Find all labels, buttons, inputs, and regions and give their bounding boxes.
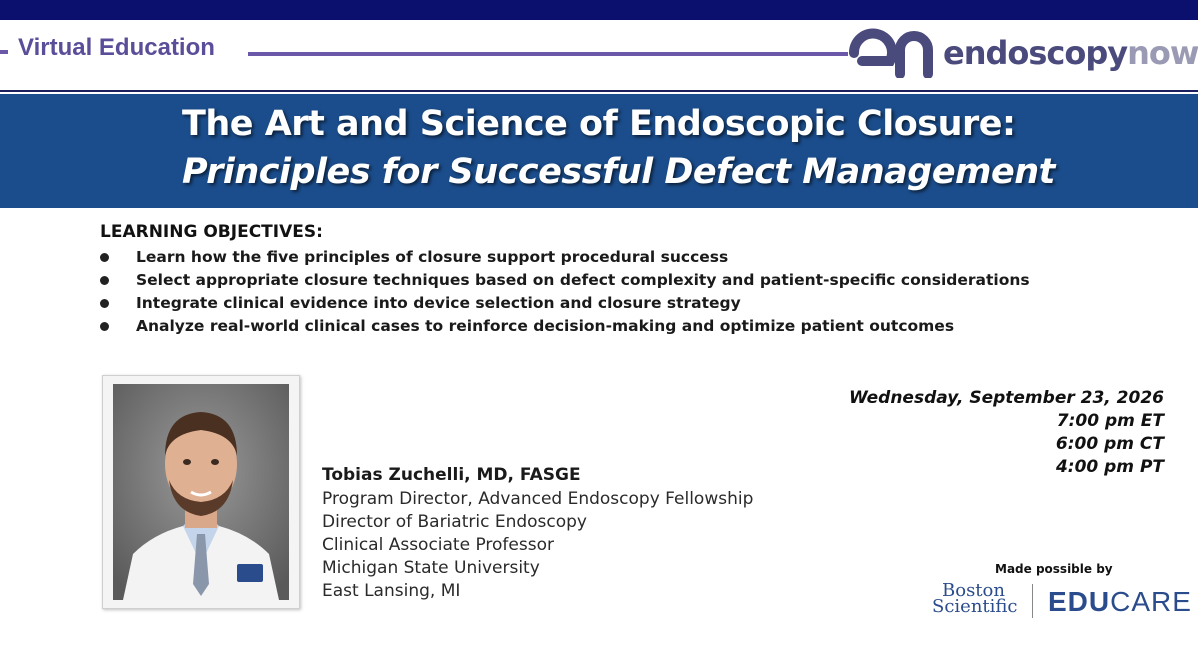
bullet-icon xyxy=(100,299,109,308)
logo-wordmark xyxy=(943,34,1198,72)
title-band xyxy=(0,94,1198,208)
objective-item xyxy=(100,315,1030,338)
bullet-icon xyxy=(100,322,109,331)
speaker-location: East Lansing, MI xyxy=(322,581,461,601)
header-dash xyxy=(0,50,8,54)
speaker-portrait xyxy=(113,384,289,600)
en-mark-icon xyxy=(848,28,940,78)
speaker-name: Tobias Zuchelli, MD, FASGE xyxy=(322,465,581,485)
objective-text: Integrate clinical evidence into device selection and closure strategy xyxy=(136,294,741,312)
boston-logo-line2: Scientific xyxy=(932,596,1018,617)
logo-name-main: endoscopy xyxy=(943,34,1128,72)
objective-text: Select appropriate closure techniques based on defect complexity and patient-specific considerations xyxy=(136,271,1030,289)
event-time-et: 7:00 pm ET xyxy=(1056,411,1164,431)
event-datetime xyxy=(849,387,1164,479)
sponsor-label: Made possible by xyxy=(995,562,1113,576)
boston-scientific-logo xyxy=(932,580,1018,617)
objective-item xyxy=(100,292,1030,315)
endoscopynow-logo xyxy=(848,20,1198,86)
header xyxy=(0,20,1198,94)
objective-text: Analyze real-world clinical cases to reinforce decision-making and optimize patient outcomes xyxy=(136,317,955,335)
speaker-title: Program Director, Advanced Endoscopy Fellowship xyxy=(322,489,754,509)
objective-text: Learn how the five principles of closure support procedural success xyxy=(136,248,729,266)
educare-bold: EDU xyxy=(1048,586,1111,617)
event-title: The Art and Science of Endoscopic Closure: xyxy=(182,104,1016,144)
objectives-list xyxy=(100,246,1030,338)
header-rule xyxy=(248,52,848,56)
educare-light: CARE xyxy=(1110,586,1192,617)
objective-item xyxy=(100,246,1030,269)
speaker-info xyxy=(322,464,753,603)
event-time-ct: 6:00 pm CT xyxy=(1055,434,1164,454)
objective-item xyxy=(100,269,1030,292)
event-time-pt: 4:00 pm PT xyxy=(1055,457,1164,477)
bullet-icon xyxy=(100,276,109,285)
speaker-photo xyxy=(102,375,300,609)
boston-logo-line1: Boston xyxy=(942,580,1005,601)
objectives-heading: LEARNING OBJECTIVES: xyxy=(100,222,323,242)
speaker-affiliation: Michigan State University xyxy=(322,558,540,578)
speaker-title: Clinical Associate Professor xyxy=(322,535,554,555)
event-subtitle: Principles for Successful Defect Management xyxy=(182,152,1055,192)
logo-name-accent: now xyxy=(1127,34,1198,72)
speaker-title: Director of Bariatric Endoscopy xyxy=(322,512,587,532)
header-bottom-line xyxy=(0,90,1198,92)
event-date: Wednesday, September 23, 2026 xyxy=(848,388,1164,408)
section-label: Virtual Education xyxy=(18,34,215,61)
top-bar xyxy=(0,0,1198,20)
educare-logo xyxy=(1048,586,1192,618)
sponsor-divider xyxy=(1032,584,1033,618)
bullet-icon xyxy=(100,253,109,262)
